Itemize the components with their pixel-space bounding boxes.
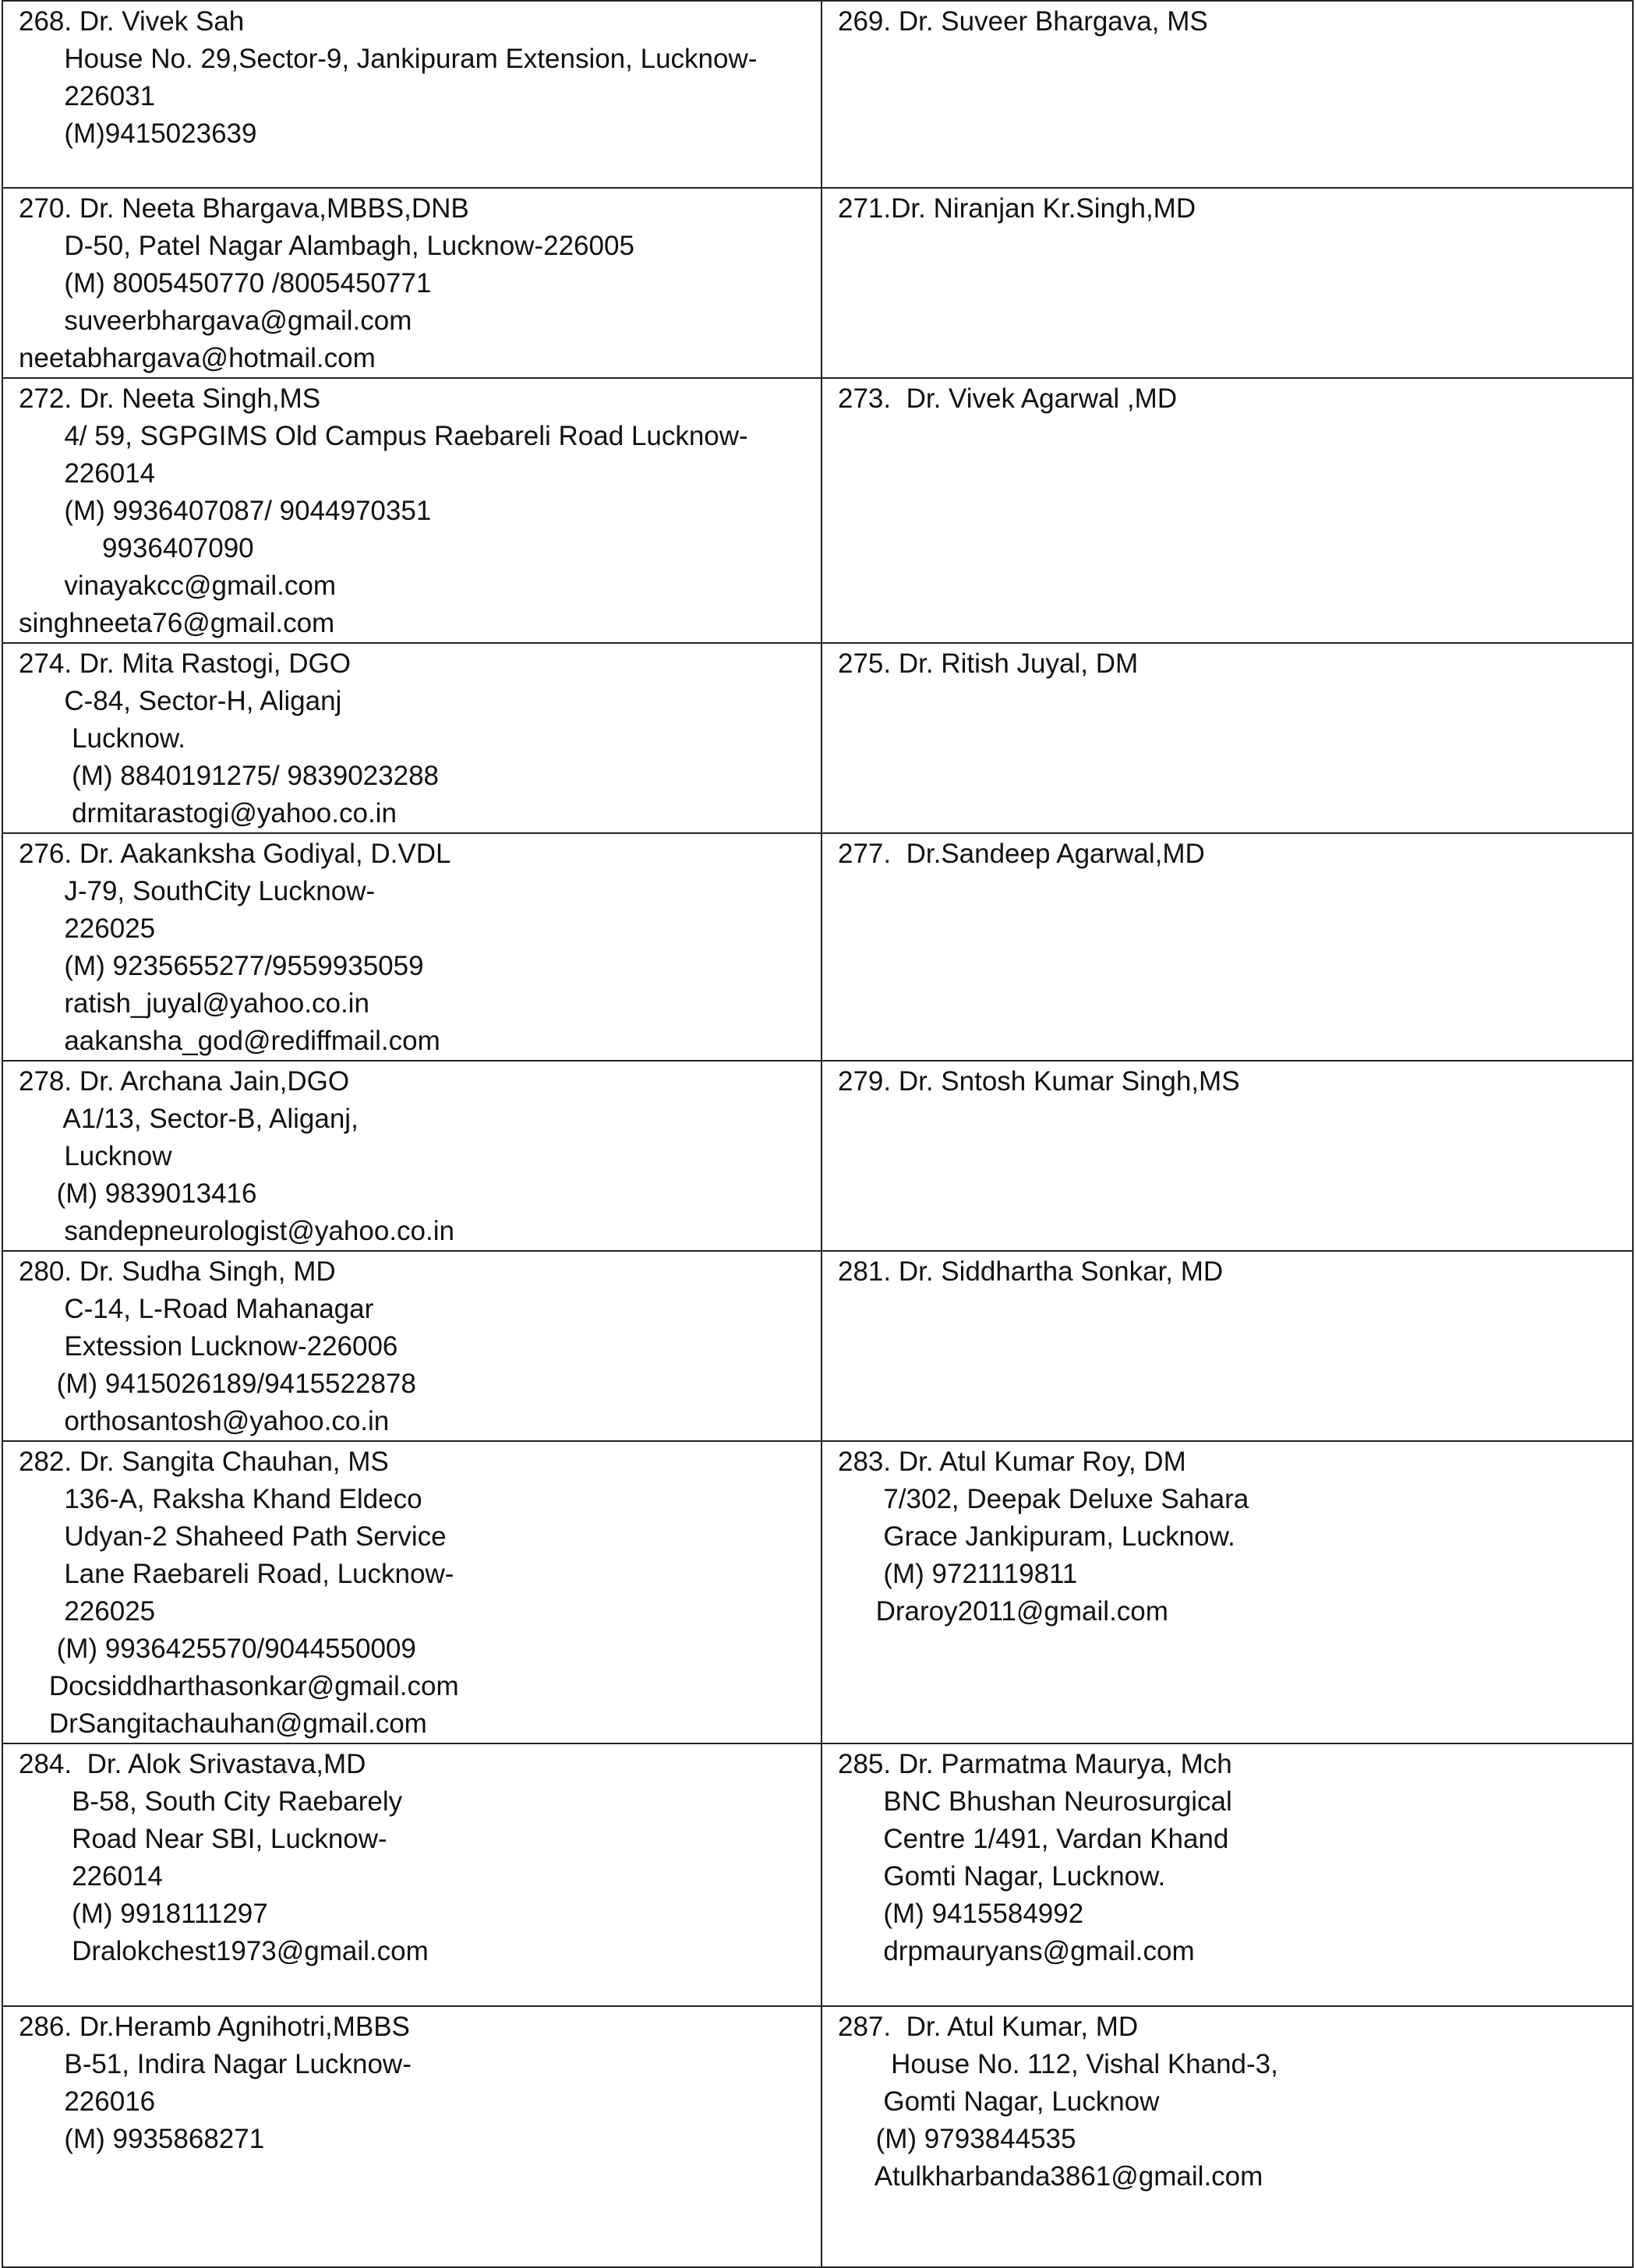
email-address[interactable]: sandepneurologist@yahoo.co.in [19,1216,454,1246]
email-address[interactable]: neetabhargava@hotmail.com [19,343,376,373]
entry-line: D-50, Patel Nagar Alambagh, Lucknow-226005 [19,231,634,261]
entry-line: 136-A, Raksha Khand Eldeco [19,1484,422,1514]
doctor-name: 286. Dr.Heramb Agnihotri,MBBS [19,2012,410,2042]
directory-row [2,1061,1633,1251]
entry-line: J-79, SouthCity Lucknow- [19,876,376,906]
doctor-name: 272. Dr. Neeta Singh,MS [19,383,321,414]
doctor-name: 275. Dr. Ritish Juyal, DM [838,648,1139,679]
directory-row [2,2006,1633,2267]
mobile-number: (M) 9936407087/ 9044970351 [19,496,432,526]
doctor-name: 270. Dr. Neeta Bhargava,MBBS,DNB [19,193,469,224]
mobile-number: (M)9415023639 [19,118,257,149]
doctor-directory-table [2,0,1634,2268]
email-address[interactable]: Draroy2011@gmail.com [838,1596,1168,1627]
entry-line: Extession Lucknow-226006 [19,1331,398,1362]
doctor-entry-left [2,1441,822,1743]
directory-row [2,643,1633,833]
directory-row [2,188,1633,378]
entry-line: 226025 [19,1596,156,1627]
entry-line: 4/ 59, SGPGIMS Old Campus Raebareli Road Lucknow- [19,421,748,451]
mobile-number: (M) 9935868271 [19,2124,265,2154]
mobile-number: (M) 9793844535 [838,2124,1076,2154]
directory-row [2,378,1633,643]
doctor-entry-right [822,2006,1633,2267]
doctor-name: 280. Dr. Sudha Singh, MD [19,1256,336,1287]
doctor-entry-right [822,1743,1633,2006]
entry-line: Road Near SBI, Lucknow- [19,1824,387,1854]
entry-line: B-58, South City Raebarely [19,1786,403,1817]
doctor-name: 287. Dr. Atul Kumar, MD [838,2012,1139,2042]
doctor-entry-right [822,1,1633,188]
doctor-entry-left [2,833,822,1061]
doctor-entry-left [2,1,822,188]
doctor-entry-left [2,188,822,378]
doctor-entry-left [2,2006,822,2267]
doctor-entry-left [2,1061,822,1251]
entry-line: 226031 [19,81,156,111]
doctor-entry-left [2,1743,822,2006]
doctor-name: 269. Dr. Suveer Bhargava, MS [838,6,1208,37]
doctor-entry-right [822,1251,1633,1441]
entry-line: Lucknow [19,1141,172,1171]
entry-line: 226014 [19,458,156,489]
directory-row [2,1251,1633,1441]
email-address[interactable]: suveerbhargava@gmail.com [19,306,412,336]
entry-line: 226014 [19,1861,163,1892]
entry-line: Gomti Nagar, Lucknow [838,2086,1160,2117]
mobile-number: (M) 8840191275/ 9839023288 [19,761,440,791]
doctor-name: 285. Dr. Parmatma Maurya, Mch [838,1749,1232,1779]
doctor-name: 273. Dr. Vivek Agarwal ,MD [838,383,1178,414]
doctor-name: 271.Dr. Niranjan Kr.Singh,MD [838,193,1196,224]
email-address[interactable]: DrSangitachauhan@gmail.com [19,1708,427,1739]
entry-line: House No. 112, Vishal Khand-3, [838,2049,1278,2079]
mobile-number: (M) 8005450770 /8005450771 [19,268,432,299]
entry-line: Centre 1/491, Vardan Khand [838,1824,1229,1854]
email-address[interactable]: ratish_juyal@yahoo.co.in [19,988,369,1019]
mobile-number: (M) 9721119811 [838,1559,1078,1589]
entry-line: Udyan-2 Shaheed Path Service [19,1521,447,1552]
doctor-name: 283. Dr. Atul Kumar Roy, DM [838,1447,1186,1477]
entry-line: C-84, Sector-H, Aliganj [19,686,342,716]
doctor-name: 284. Dr. Alok Srivastava,MD [19,1749,366,1779]
mobile-number: (M) 9918111297 [19,1899,268,1929]
directory-row [2,1,1633,188]
entry-line: 226016 [19,2086,156,2117]
doctor-name: 278. Dr. Archana Jain,DGO [19,1066,350,1097]
email-address[interactable]: Atulkharbanda3861@gmail.com [838,2161,1263,2192]
mobile-number: (M) 9936425570/9044550009 [19,1634,416,1664]
doctor-entry-left [2,378,822,643]
directory-row [2,1441,1633,1743]
doctor-name: 279. Dr. Sntosh Kumar Singh,MS [838,1066,1240,1097]
entry-line: C-14, L-Road Mahanagar [19,1294,374,1324]
doctor-entry-right [822,643,1633,833]
doctor-name: 281. Dr. Siddhartha Sonkar, MD [838,1256,1224,1287]
doctor-entry-left [2,1251,822,1441]
doctor-entry-right [822,1061,1633,1251]
doctor-entry-left [2,643,822,833]
email-address[interactable]: drpmauryans@gmail.com [838,1936,1195,1966]
doctor-entry-right [822,833,1633,1061]
doctor-name: 274. Dr. Mita Rastogi, DGO [19,648,351,679]
entry-line: BNC Bhushan Neurosurgical [838,1786,1232,1817]
entry-line: Gomti Nagar, Lucknow. [838,1861,1166,1892]
entry-line: 226025 [19,913,156,944]
directory-body [2,1,1633,2267]
entry-line: Lane Raebareli Road, Lucknow- [19,1559,454,1589]
entry-line: B-51, Indira Nagar Lucknow- [19,2049,412,2079]
email-address[interactable]: drmitarastogi@yahoo.co.in [19,798,397,828]
mobile-number: (M) 9415026189/9415522878 [19,1369,416,1399]
entry-line: Grace Jankipuram, Lucknow. [838,1521,1235,1552]
doctor-name: 276. Dr. Aakanksha Godiyal, D.VDL [19,839,451,869]
entry-line: A1/13, Sector-B, Aliganj, [19,1104,359,1134]
entry-line: Lucknow. [19,723,186,754]
email-address[interactable]: vinayakcc@gmail.com [19,571,337,601]
doctor-name: 277. Dr.Sandeep Agarwal,MD [838,839,1205,869]
doctor-name: 268. Dr. Vivek Sah [19,6,245,37]
mobile-number: (M) 9839013416 [19,1178,257,1209]
doctor-name: 282. Dr. Sangita Chauhan, MS [19,1447,389,1477]
email-address[interactable]: aakansha_god@rediffmail.com [19,1026,440,1056]
email-address[interactable]: Docsiddharthasonkar@gmail.com [19,1671,459,1701]
entry-line: House No. 29,Sector-9, Jankipuram Extension, Lucknow- [19,44,758,74]
email-address[interactable]: Dralokchest1973@gmail.com [19,1936,429,1966]
doctor-entry-right [822,1441,1633,1743]
mobile-number: (M) 9235655277/9559935059 [19,951,424,981]
doctor-entry-right [822,188,1633,378]
email-address[interactable]: singhneeta76@gmail.com [19,608,335,638]
entry-line: 7/302, Deepak Deluxe Sahara [838,1484,1249,1514]
directory-row [2,1743,1633,2006]
doctor-entry-right [822,378,1633,643]
email-address[interactable]: orthosantosh@yahoo.co.in [19,1406,390,1436]
directory-row [2,833,1633,1061]
mobile-number: (M) 9415584992 [838,1899,1084,1929]
entry-line: 9936407090 [19,533,254,563]
